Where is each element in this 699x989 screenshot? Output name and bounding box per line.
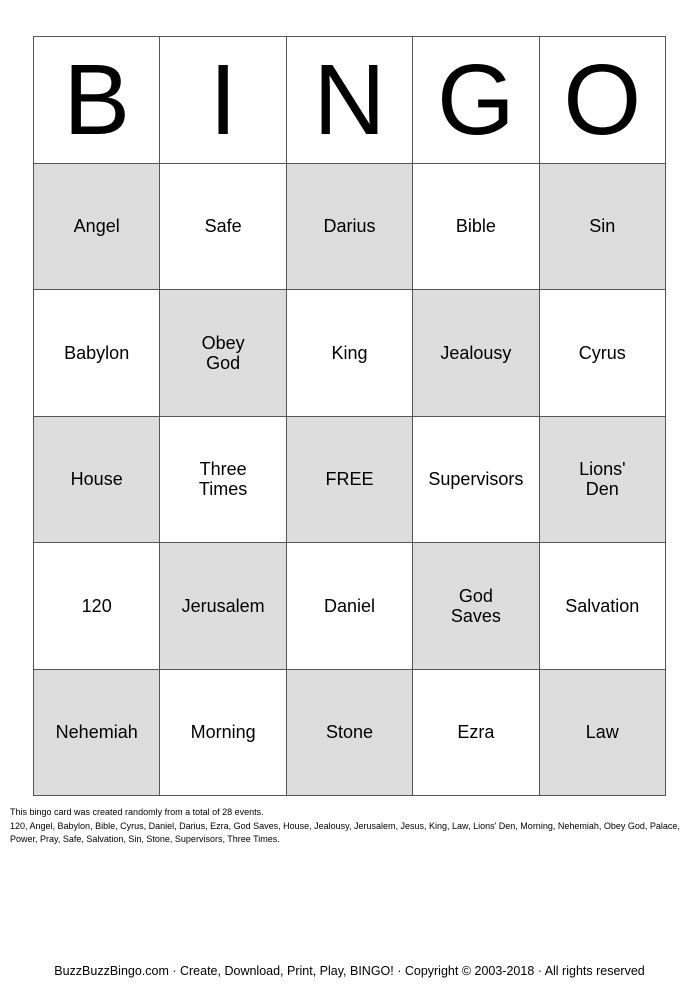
bingo-cell: Bible: [413, 164, 539, 291]
header-letter-b: B: [34, 37, 160, 164]
bingo-cell: Obey God: [160, 290, 286, 417]
bingo-cell: Sin: [540, 164, 666, 291]
bingo-cell: Ezra: [413, 670, 539, 797]
card-info: [10, 806, 690, 847]
header-letter-o: O: [540, 37, 666, 164]
footer: BuzzBuzzBingo.com · Create, Download, Print, Play, BINGO! · Copyright © 2003-2018 · All rights reserved: [54, 964, 645, 978]
info-event-list: 120, Angel, Babylon, Bible, Cyrus, Daniel, Darius, Ezra, God Saves, House, Jealousy, Jerusalem, Jesus, King, Law, Lions' Den, Morning, Nehemiah, Obey God, Palace, Power, Pray, Safe, Salvation, Sin, Stone, Supervisors, Three Times.: [10, 820, 680, 844]
info-summary: This bingo card was created randomly from a total of 28 events.: [10, 807, 264, 817]
bingo-cell: Morning: [160, 670, 286, 797]
bingo-cell: 120: [34, 543, 160, 670]
bingo-cell: Jerusalem: [160, 543, 286, 670]
bingo-cell: Stone: [287, 670, 413, 797]
free-space-cell: FREE: [287, 417, 413, 544]
bingo-cell: King: [287, 290, 413, 417]
bingo-cell: Three Times: [160, 417, 286, 544]
bingo-cell: Cyrus: [540, 290, 666, 417]
header-letter-i: I: [160, 37, 286, 164]
bingo-cell: Salvation: [540, 543, 666, 670]
bingo-cell: Law: [540, 670, 666, 797]
bingo-cell: Lions' Den: [540, 417, 666, 544]
bingo-cell: Safe: [160, 164, 286, 291]
header-letter-g: G: [413, 37, 539, 164]
bingo-cell: Jealousy: [413, 290, 539, 417]
bingo-cell: Nehemiah: [34, 670, 160, 797]
bingo-cell: God Saves: [413, 543, 539, 670]
bingo-cell: Daniel: [287, 543, 413, 670]
bingo-cell: Supervisors: [413, 417, 539, 544]
bingo-cell: House: [34, 417, 160, 544]
bingo-cell: Babylon: [34, 290, 160, 417]
bingo-card: [33, 36, 666, 796]
bingo-cell: Darius: [287, 164, 413, 291]
header-letter-n: N: [287, 37, 413, 164]
bingo-cell: Angel: [34, 164, 160, 291]
